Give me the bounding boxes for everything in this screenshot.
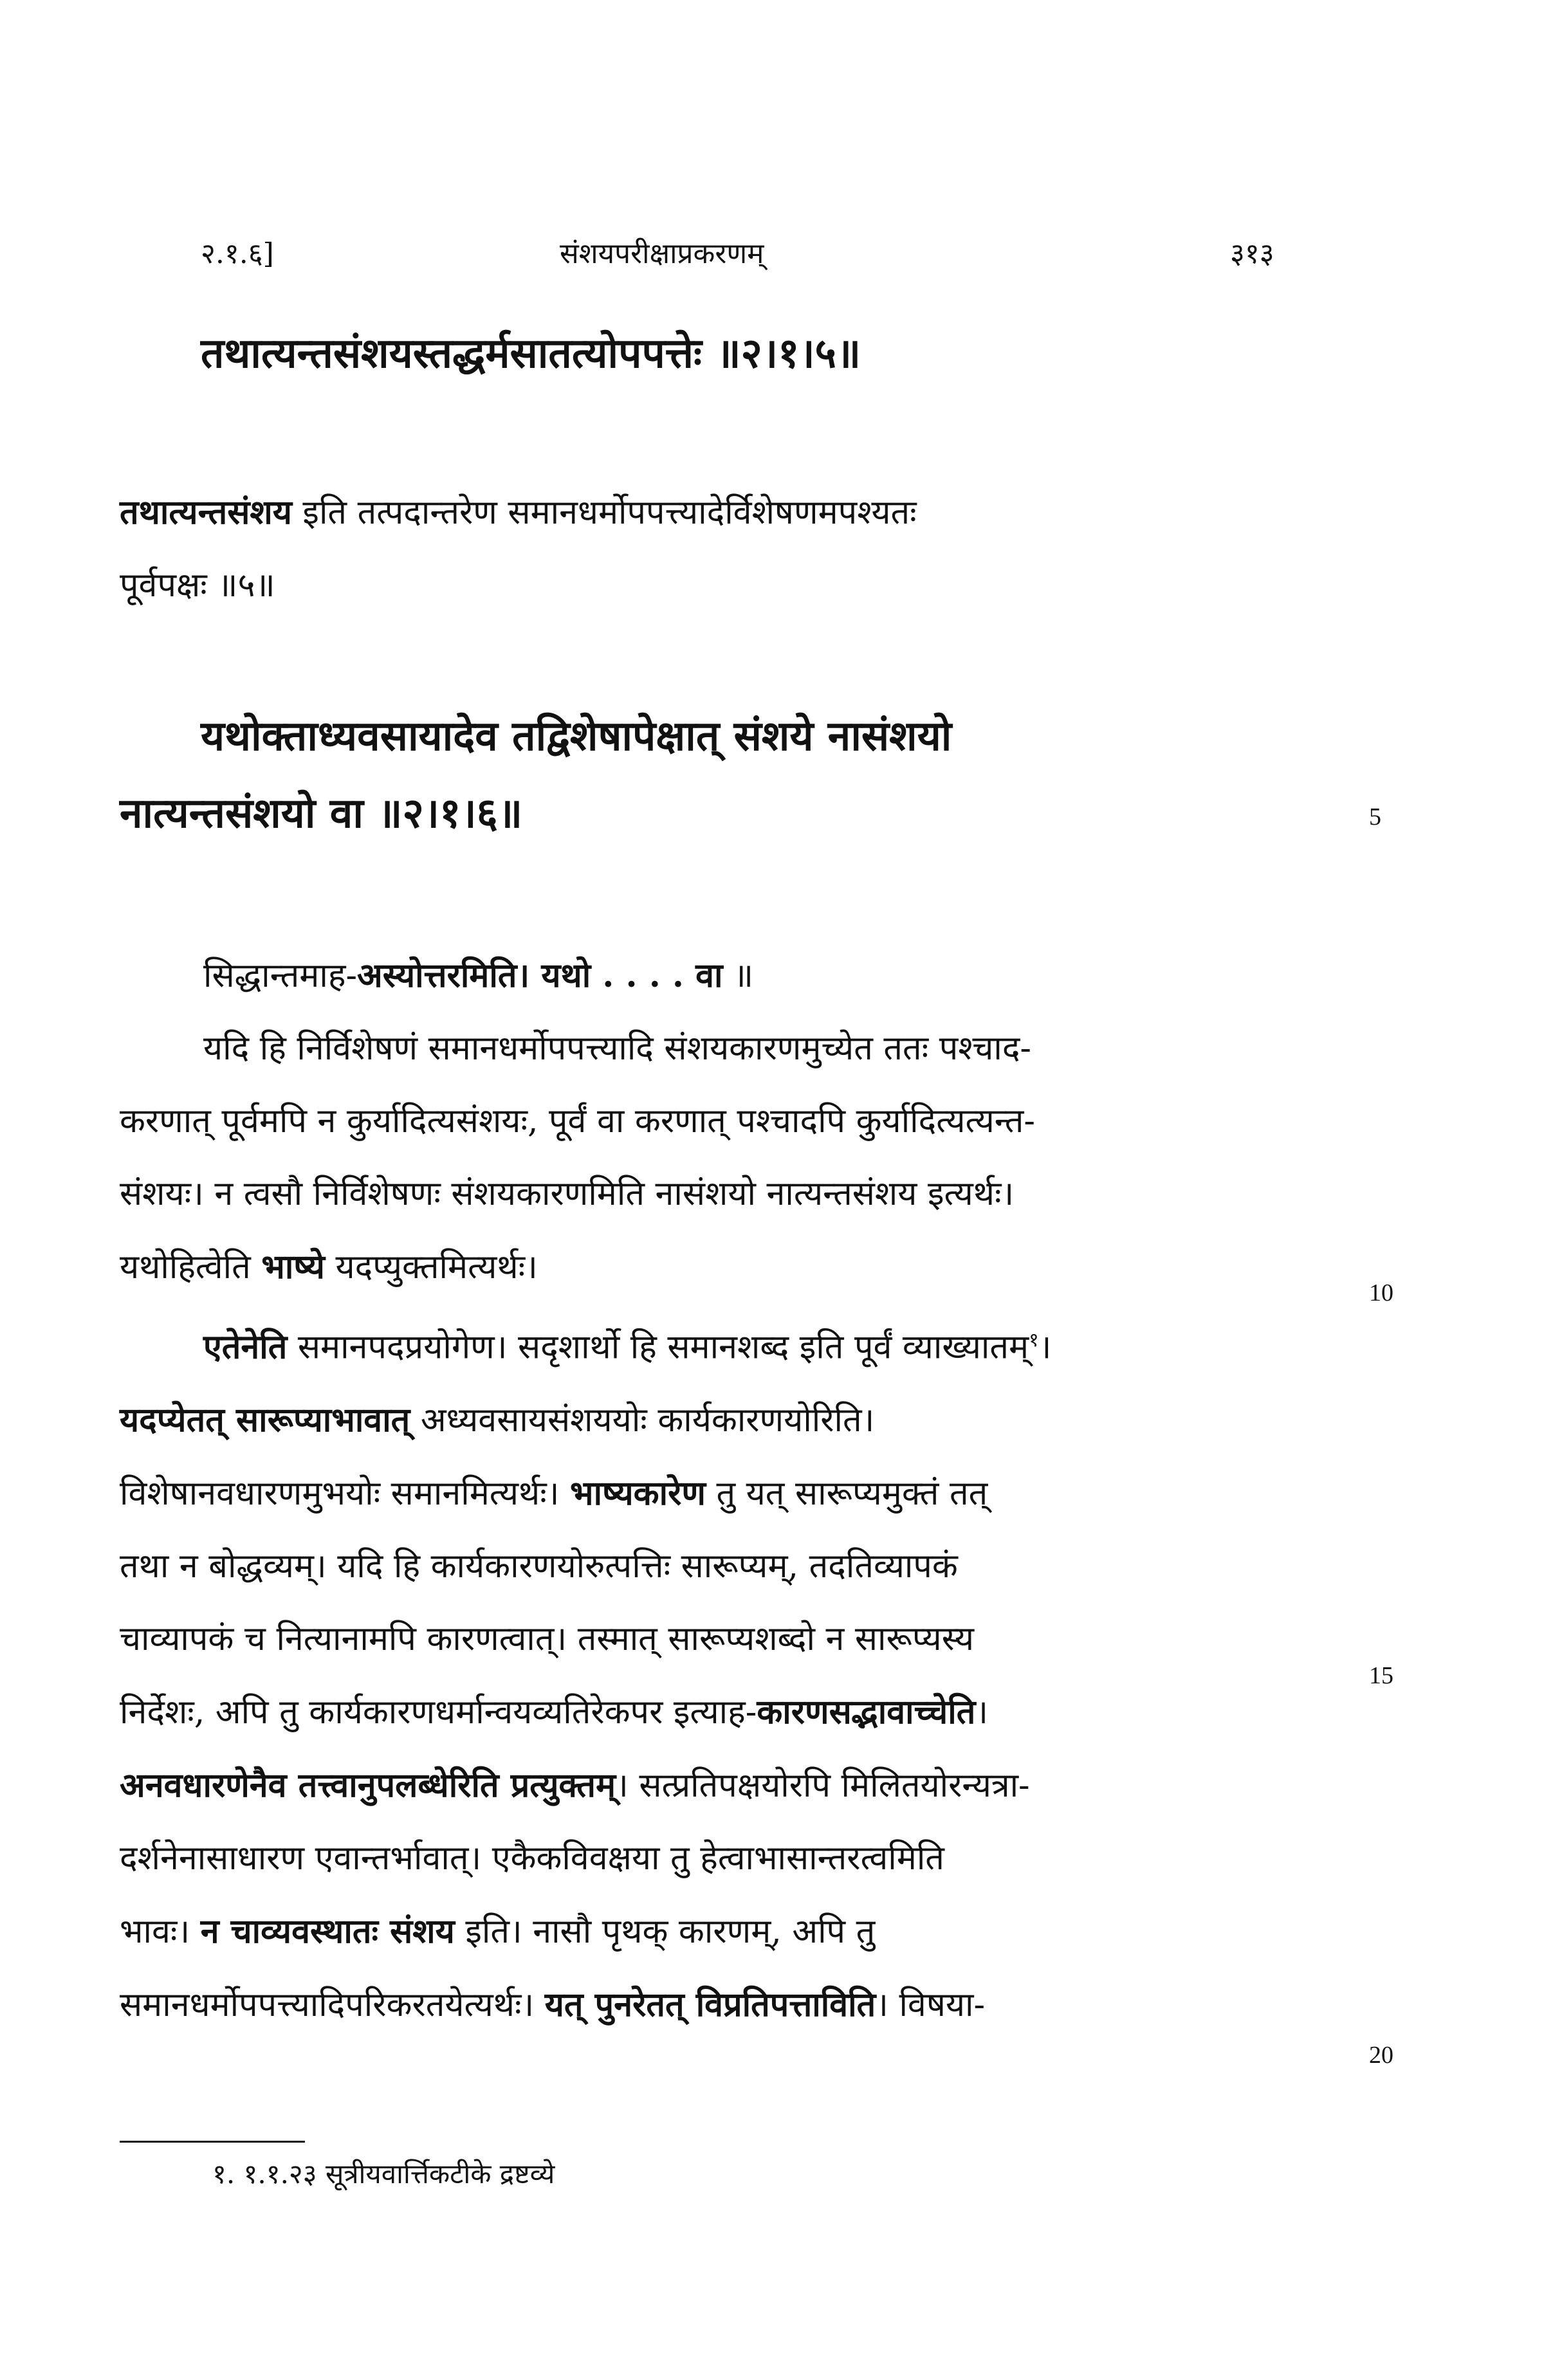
sutra-line: नात्यन्तसंशयो वा ॥२।१।६॥ xyxy=(120,789,523,838)
sutra-line: तथात्यन्तसंशयस्तद्धर्मसातत्योपपत्तेः ॥२।१।५॥ xyxy=(201,329,861,378)
commentary-text: सिद्धान्तमाह- xyxy=(203,957,358,995)
commentary-lemma: यदप्येतत् सारूप्याभावात् xyxy=(120,1400,410,1440)
footnote: १. १.१.२३ सूत्रीयवार्त्तिकटीके द्रष्टव्ये xyxy=(212,2158,555,2190)
commentary-line: तथा न बोद्धव्यम्। यदि हि कार्यकारणयोरुत्पत्तिः सारूप्यम्, तदतिव्यापकं xyxy=(120,1547,958,1586)
line-number-5: 5 xyxy=(1369,803,1381,830)
commentary-text: । xyxy=(1038,1328,1052,1367)
footnote-rule xyxy=(120,2141,305,2143)
commentary-text: यदप्युक्तमित्यर्थः। xyxy=(324,1248,538,1286)
commentary-2-1-5 xyxy=(120,476,917,622)
commentary-line: करणात् पूर्वमपि न कुर्यादित्यसंशयः, पूर्वं वा करणात् पश्चादपि कुर्यादित्यत्यन्त- xyxy=(120,1102,1035,1140)
commentary-line: दर्शनेनासाधारण एवान्तर्भावात्। एकैकविवक्षया तु हेत्वाभासान्तरत्वमिति xyxy=(120,1839,944,1878)
line-number-10: 10 xyxy=(1369,1279,1393,1306)
commentary-line: यदि हि निर्विशेषणं समानधर्मोपपत्त्यादि संशयकारणमुच्येत ततः पश्चाद- xyxy=(203,1029,1032,1068)
commentary-line xyxy=(120,939,1051,1012)
commentary-lemma: एतेनेति xyxy=(203,1327,288,1367)
commentary-text: विशेषानवधारणमुभयोः समानमित्यर्थः। xyxy=(120,1474,571,1514)
commentary-line: संशयः। न त्वसौ निर्विशेषणः संशयकारणमिति नासंशयो नात्यन्तसंशय इत्यर्थः। xyxy=(120,1175,1015,1213)
commentary-2-1-6 xyxy=(120,939,1051,2042)
commentary-line: चाव्यापकं च नित्यानामपि कारणत्वात्। तस्मात् सारूप्यशब्दो न सारूप्यस्य xyxy=(120,1620,975,1659)
commentary-text: समानधर्मोपपत्त्यादिपरिकरतयेत्यर्थः। xyxy=(120,1986,545,2025)
commentary-text: । विषया- xyxy=(876,1986,986,2025)
sutra-line: यथोक्ताध्यवसायादेव तद्विशेषापेक्षात् संशये नासंशयो xyxy=(201,712,952,760)
commentary-line xyxy=(120,1895,1051,1968)
commentary-line: पूर्वपक्षः ॥५॥ xyxy=(120,566,275,605)
line-number-20: 20 xyxy=(1369,2042,1393,2069)
chapter-title: संशयपरीक्षाप्रकरणम् xyxy=(560,237,764,270)
commentary-text: । सत्प्रतिपक्षयोरपि मिलितयोरन्यत्रा- xyxy=(616,1766,1030,1806)
commentary-line xyxy=(120,1749,1051,1822)
commentary-text: समानपदप्रयोगेण। सदृशार्थो हि समानशब्द इति पूर्वं व्याख्यातम् xyxy=(287,1328,1029,1367)
commentary-text: ॥ xyxy=(722,957,754,995)
commentary-text: यथोहित्वेति xyxy=(120,1248,262,1286)
commentary-line xyxy=(120,1457,1051,1530)
commentary-lemma: अस्योत्तरमिति। यथो . . . . वा xyxy=(357,956,723,995)
commentary-lemma: भाष्यकारेण xyxy=(570,1474,706,1514)
commentary-lemma: अनवधारणेनैव तत्त्वानुपलब्धेरिति प्रत्युक्तम् xyxy=(120,1766,616,1806)
line-number-15: 15 xyxy=(1369,1662,1393,1689)
commentary-lemma: न चाव्यवस्थातः संशय xyxy=(200,1912,455,1952)
commentary-lemma: कारणसद्भावाच्चेति xyxy=(757,1692,976,1732)
sutra-2-1-6 xyxy=(120,698,952,852)
commentary-text: तु यत् सारूप्यमुक्तं तत् xyxy=(705,1474,988,1514)
commentary-text: निर्देशः, अपि तु कार्यकारणधर्मान्वयव्यतिरेकपर इत्याह- xyxy=(120,1693,757,1732)
commentary-line xyxy=(120,1968,1051,2042)
commentary-text: इति तत्पदान्तरेण समानधर्मोपपत्त्यादेर्विशेषणमपश्यतः xyxy=(291,493,917,532)
section-reference: २.१.६] xyxy=(201,237,274,270)
commentary-text: इति। नासौ पृथक् कारणम्, अपि तु xyxy=(454,1912,876,1952)
commentary-line xyxy=(120,1676,1051,1749)
sutra-2-1-5 xyxy=(201,315,861,392)
footnote-marker: १ xyxy=(1029,1329,1039,1351)
commentary-lemma: यत् पुनरेतत् विप्रतिपत्ताविति xyxy=(544,1985,876,2025)
commentary-line xyxy=(120,1304,1051,1384)
commentary-lemma: भाष्ये xyxy=(261,1247,325,1286)
commentary-lemma: तथात्यन्तसंशय xyxy=(120,493,292,532)
commentary-line xyxy=(120,1231,1051,1304)
page-number: ३१३ xyxy=(1230,237,1274,270)
commentary-text: भावः। xyxy=(120,1912,201,1952)
commentary-line xyxy=(120,1384,1051,1457)
commentary-text: अध्यवसायसंशययोः कार्यकारणयोरिति। xyxy=(410,1401,875,1440)
commentary-line xyxy=(120,476,917,549)
commentary-text: । xyxy=(975,1693,989,1732)
